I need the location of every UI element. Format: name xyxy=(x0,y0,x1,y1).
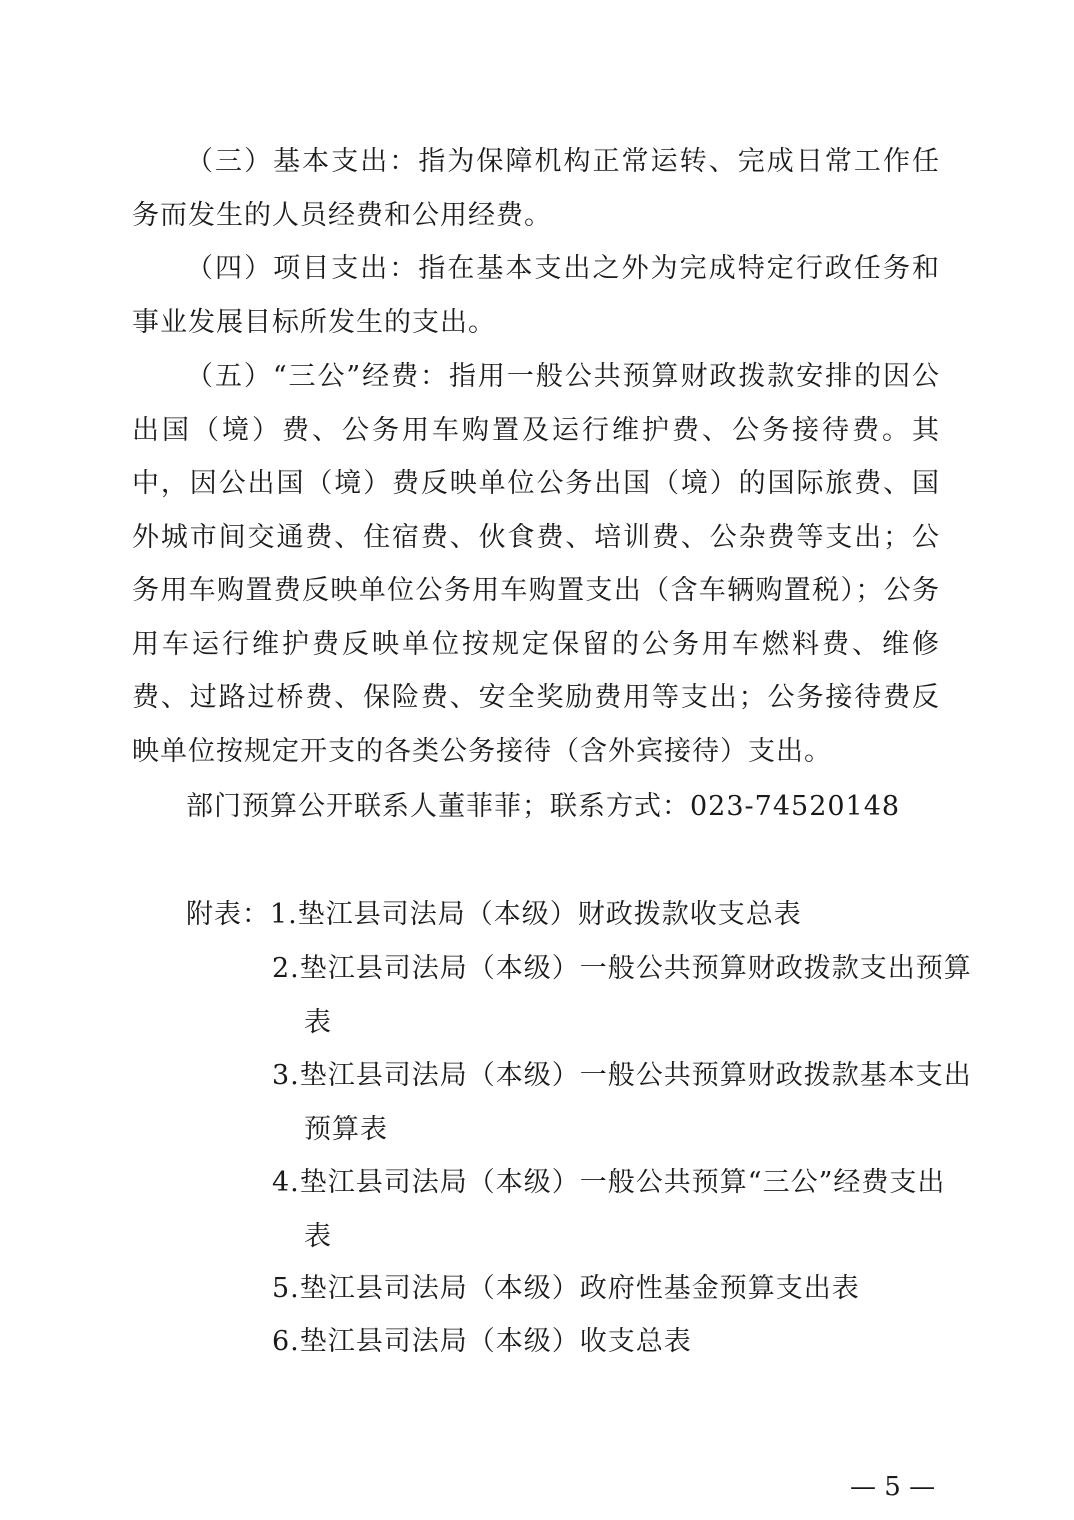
appendix-item-5: 5.垫江县司法局（本级）政府性基金预算支出表 xyxy=(272,1273,860,1304)
page-number: — 5 — xyxy=(850,1472,936,1502)
contact-line: 部门预算公开联系人董菲菲；联系方式：023-74520148 xyxy=(186,791,901,822)
paragraph-basic-expenditure: （三）基本支出：指为保障机构正常运转、完成日常工作任务而发生的人员经费和公用经费。 xyxy=(132,146,940,231)
appendix-first-line: 附表：1.垫江县司法局（本级）财政拨款收支总表 xyxy=(186,899,802,930)
appendix-item-4: 4.垫江县司法局（本级）一般公共预算“三公”经费支出表 xyxy=(272,1167,946,1252)
paragraph-project-expenditure: （四）项目支出：指在基本支出之外为完成特定行政任务和事业发展目标所发生的支出。 xyxy=(132,253,940,338)
appendix-item-6: 6.垫江县司法局（本级）收支总表 xyxy=(272,1326,692,1357)
appendix-item-3: 3.垫江县司法局（本级）一般公共预算财政拨款基本支出预算表 xyxy=(272,1060,972,1145)
appendix-item-2: 2.垫江县司法局（本级）一般公共预算财政拨款支出预算表 xyxy=(272,953,972,1038)
paragraph-three-public-expenses: （五）“三公”经费：指用一般公共预算财政拨款安排的因公出国（境）费、公务用车购置及运行维护费、公务接待费。其中，因公出国（境）费反映单位公务出国（境）的国际旅费、国外城市间交通费、住宿费、伙食费、培训费、公杂费等支出；公务用车购置费反映单位公务用车购置支出（含车辆购置税）；公务用车运行维护费反映单位按规定保留的公务用车燃料费、维修费、过路过桥费、保险费、安全奖励费用等支出；公务接待费反映单位按规定开支的各类公务接待（含外宾接待）支出。 xyxy=(132,361,940,767)
